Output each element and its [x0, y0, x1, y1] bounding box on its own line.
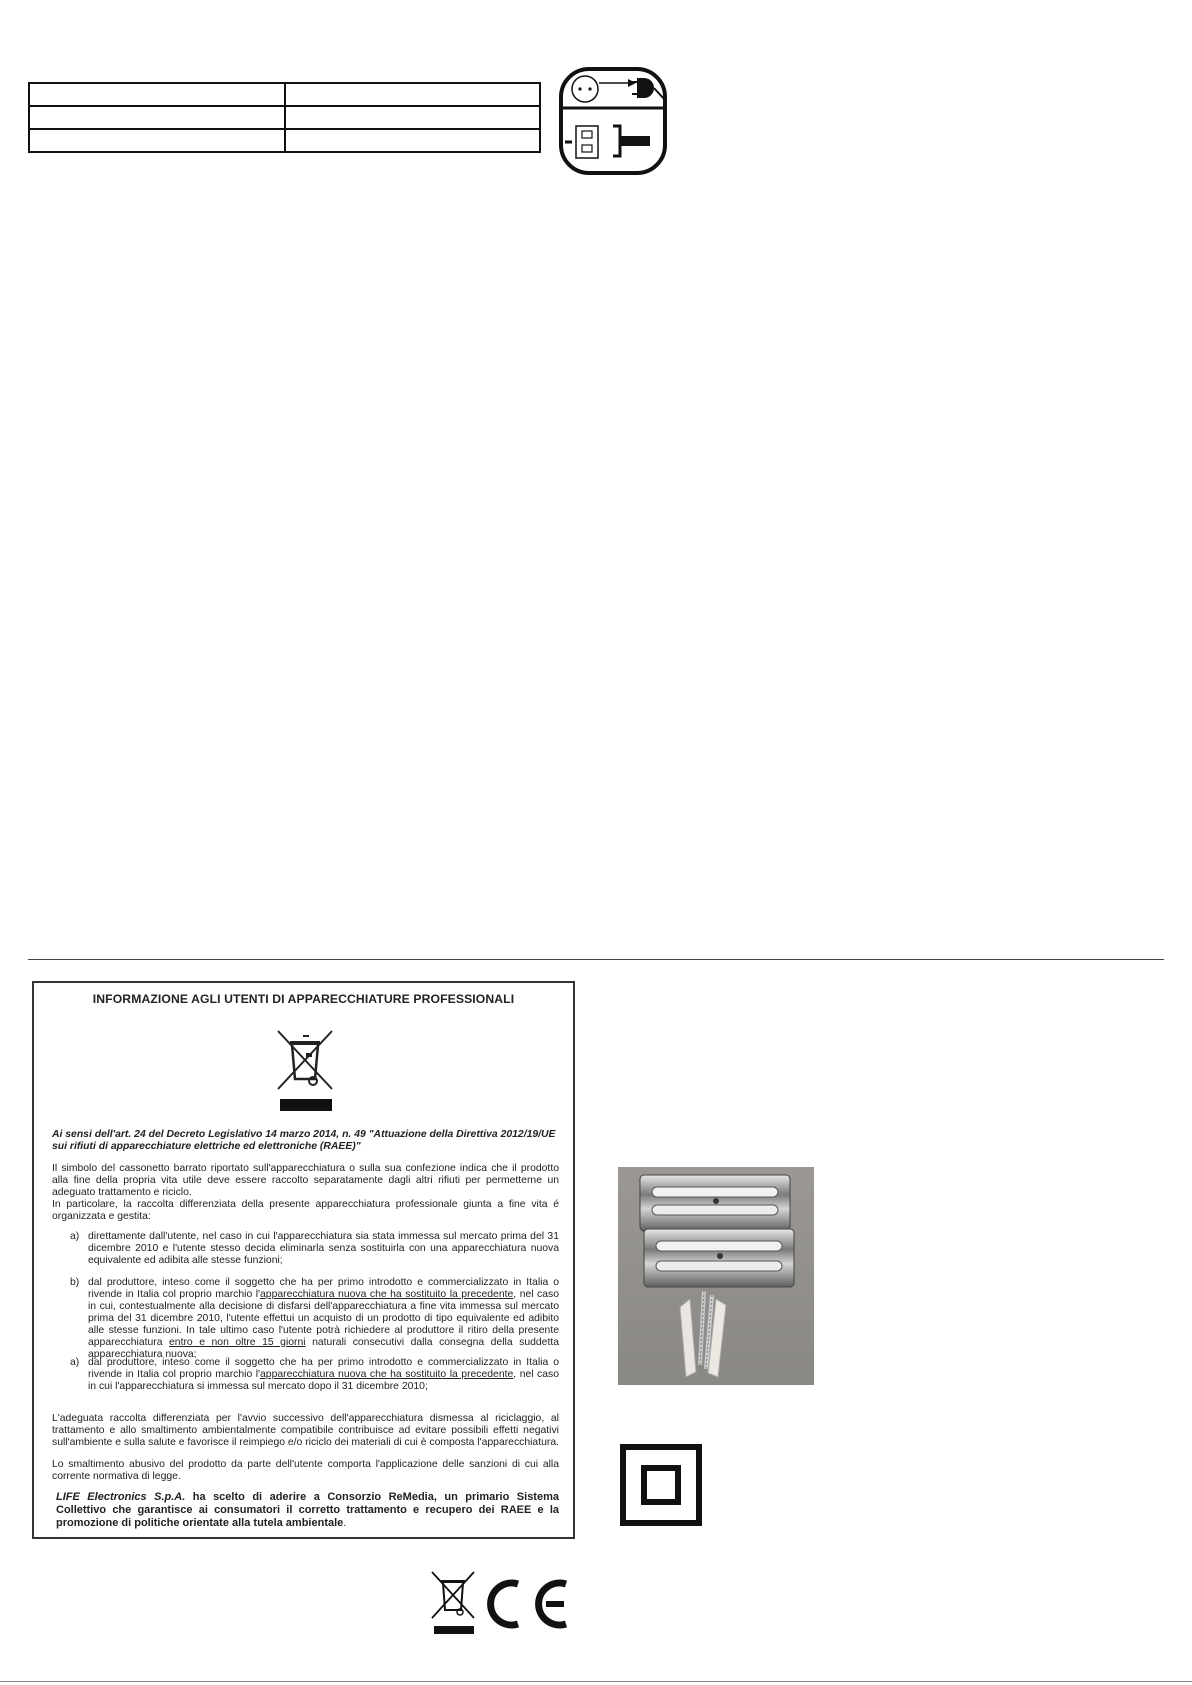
table-row	[29, 106, 540, 129]
list-item-b	[70, 1277, 559, 1361]
ce-mark-icon	[491, 1583, 566, 1625]
text-segment: dal produttore, inteso come il soggetto che ha per primo introdotto e commercializzato in Italia o rivende in Italia col proprio marchio l'	[88, 1357, 559, 1380]
table-row	[29, 83, 540, 106]
weee-ce-marks	[430, 1570, 570, 1640]
list-text: direttamente dall'utente, nel caso in cui l'apparecchiatura sia stata immessa sul mercato prima del 31 dicembre 2010 e l'utente stesso decida eliminarla senza sostituirla con una apparecchiatura nuova equivalente ed adibita alle stesse funzioni;	[88, 1231, 559, 1266]
list-item-a1	[70, 1231, 559, 1267]
underlined-text: entro e non oltre 15 giorni	[169, 1337, 306, 1348]
table-cell	[285, 83, 541, 106]
remedia-text: ha scelto di aderire a Consorzio ReMedia, un primario Sistema Collettivo che garantisce ai consumatori il corretto trattamento e recupero dei RAEE e la promozione di politiche orientate alla tutela ambientale	[56, 1491, 559, 1529]
underlined-text: apparecchiatura nuova che ha sostituito la precedente	[260, 1369, 514, 1380]
underlined-text: apparecchiatura nuova che ha sostituito la precedente	[260, 1289, 514, 1300]
table-cell	[29, 106, 285, 129]
remedia-statement	[56, 1491, 559, 1530]
table-cell	[285, 106, 541, 129]
legal-reference: Ai sensi dell'art. 24 del Decreto Legislativo 14 marzo 2014, n. 49 "Attuazione della Direttiva 2012/19/UE sui rifiuti di apparecchiature elettriche ed elettroniche (RAEE)"	[52, 1129, 556, 1152]
text-segment: , nel caso in cui l'apparecchiatura si immessa sul mercato dopo il 31 dicembre 2010;	[88, 1369, 560, 1392]
adeguata-paragraph: L'adeguata raccolta differenziata per l'avvio successivo dell'apparecchiatura dismessa al riciclaggio, al trattamento e allo smaltimento ambientalmente compatibile contribuisce ad evitare possibili effetti negativi sull'ambiente e sulla salute e favorisce il reimpiego e/o riciclo dei materiali di cui è composta l'apparecchiatura.	[52, 1413, 560, 1448]
remedia-end: .	[343, 1517, 347, 1529]
list-marker: a)	[70, 1231, 80, 1242]
text-segment: naturali consecutivi dalla consegna della suddetta apparecchiatura nuova;	[88, 1337, 559, 1360]
text-segment: , nel caso in cui, contestualmente alla decisione di disfarsi dell'apparecchiatura a fine vita immessa sul mercato prima del 31 dicembre 2010, l'utente effettui un acquisto di un prodotto di tipo equivalente ed adibito alle stesse funzioni. In tale ultimo caso l'utente potrà richiedere al produttore il ritiro della presente apparecchiatura	[88, 1289, 560, 1348]
crossed-out-wheelie-bin-icon	[274, 1027, 338, 1113]
list-marker: a)	[70, 1357, 80, 1368]
double-insulation-icon	[620, 1444, 702, 1526]
table-cell	[29, 129, 285, 152]
table-cell	[29, 83, 285, 106]
crossed-out-wheelie-bin-icon	[432, 1572, 474, 1634]
list-text	[88, 1357, 559, 1393]
list-text	[88, 1277, 559, 1361]
table-cell	[285, 129, 541, 152]
table-row	[29, 129, 540, 152]
company-name: LIFE Electronics S.p.A.	[56, 1491, 186, 1503]
mounting-brackets-screws-photo	[618, 1167, 814, 1385]
bottom-divider	[0, 1681, 1192, 1682]
list-item-a2	[70, 1357, 559, 1393]
text-segment: dal produttore, inteso come il soggetto che ha per primo introdotto e commercializzato in Italia o rivende in Italia col proprio marchio l'	[88, 1277, 559, 1300]
particolare-paragraph: In particolare, la raccolta differenziata della presente apparecchiatura professionale giunta a fine vita é organizzata e gestita:	[52, 1199, 559, 1222]
spec-table	[28, 82, 541, 153]
smaltimento-paragraph: Lo smaltimento abusivo del prodotto da parte dell'utente comporta l'applicazione delle sanzioni di cui alla corrente normativa di legge.	[52, 1459, 559, 1482]
info-title: INFORMAZIONE AGLI UTENTI DI APPARECCHIATURE PROFESSIONALI	[92, 992, 515, 1006]
list-marker: b)	[70, 1277, 80, 1288]
intro-paragraph: Il simbolo del cassonetto barrato riportato sull'apparecchiatura o sulla sua confezione indica che il prodotto alla fine della propria vita utile deve essere raccolto separatamente dagli altri rifiuti per permetterne un adeguato trattamento e riciclo.	[52, 1163, 559, 1198]
plug-socket-icon	[558, 66, 668, 176]
divider	[28, 959, 1164, 960]
raee-info-box	[32, 981, 575, 1539]
